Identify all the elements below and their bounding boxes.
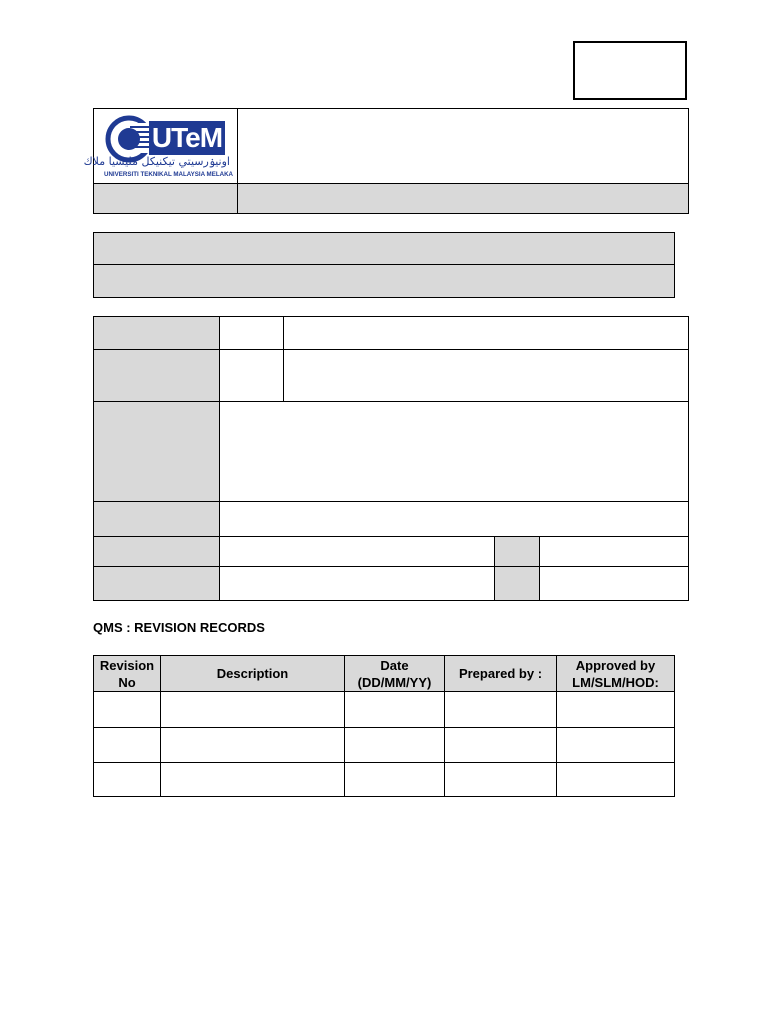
info-label-1 (93, 316, 220, 350)
table-cell[interactable] (344, 762, 445, 797)
table-cell[interactable] (444, 691, 557, 728)
table-cell[interactable] (444, 762, 557, 797)
table-cell[interactable] (344, 727, 445, 763)
revision-records-title: QMS : REVISION RECORDS (93, 620, 265, 635)
info-label-6 (93, 566, 220, 601)
table-cell[interactable] (160, 727, 345, 763)
info-label-5b (494, 536, 540, 567)
form-header (83, 108, 689, 214)
table-cell[interactable] (93, 727, 161, 763)
table-cell[interactable] (556, 762, 675, 797)
utem-caption: UNIVERSITI TEKNIKAL MALAYSIA MELAKA (104, 171, 234, 178)
form-title-cell (237, 108, 689, 184)
info-value-6 (219, 566, 495, 601)
info-table (93, 316, 689, 601)
info-value-5 (219, 536, 495, 567)
info-label-4 (93, 501, 220, 537)
table-cell[interactable] (93, 762, 161, 797)
logo-cell (83, 108, 238, 184)
header-label-cell (93, 183, 238, 214)
table-cell[interactable] (93, 691, 161, 728)
info-label-2 (93, 349, 220, 402)
info-code-1 (219, 316, 284, 350)
table-cell[interactable] (444, 727, 557, 763)
table-cell[interactable] (160, 762, 345, 797)
info-code-2 (219, 349, 284, 402)
info-value-2 (283, 349, 689, 402)
table-cell[interactable] (344, 691, 445, 728)
table-cell[interactable] (556, 727, 675, 763)
header-value-cell (237, 183, 689, 214)
table-cell[interactable] (556, 691, 675, 728)
info-value-3 (219, 401, 689, 502)
info-label-3 (93, 401, 220, 502)
section-band-1 (93, 232, 675, 265)
col-header-description: Description (160, 655, 345, 692)
utem-jawi-text: اونيۏرسيتي تيكنيكل مليسيا ملاك (83, 155, 230, 168)
revision-records-table (93, 655, 675, 797)
col-header-approved-by: Approved by LM/SLM/HOD: (556, 655, 675, 692)
info-value-6b (539, 566, 689, 601)
col-header-date: Date (DD/MM/YY) (344, 655, 445, 692)
info-label-5 (93, 536, 220, 567)
table-cell[interactable] (160, 691, 345, 728)
utem-logo (83, 115, 234, 181)
col-header-prepared-by: Prepared by : (444, 655, 557, 692)
document-number-box (573, 41, 687, 100)
info-label-6b (494, 566, 540, 601)
info-value-5b (539, 536, 689, 567)
section-band-2 (93, 264, 675, 298)
col-header-revision-no: Revision No (93, 655, 161, 692)
info-value-1 (283, 316, 689, 350)
info-value-4 (219, 501, 689, 537)
utem-wordmark: UTeM (149, 121, 225, 155)
